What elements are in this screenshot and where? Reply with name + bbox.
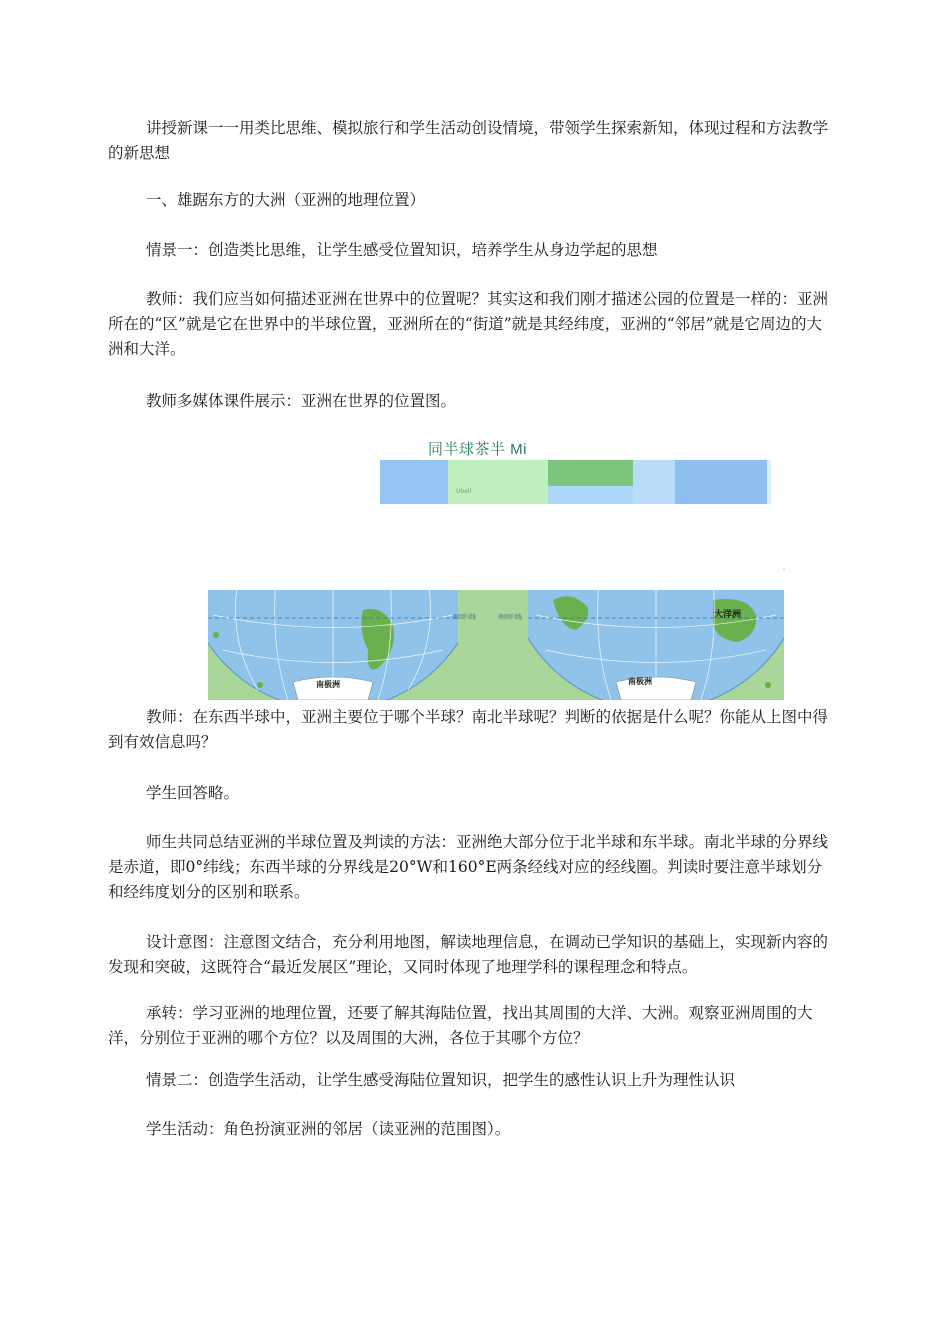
hemispheres-map-figure (208, 590, 784, 700)
paragraph-intro: 讲授新课一一用类比思维、模拟旅行和学生活动创设情境，带领学生探索新知，体现过程和方法教学的新思想 (108, 119, 829, 162)
scenario-one: 情景一：创造类比思维，让学生感受位置知识，培养学生从身边学起的思想 (146, 241, 658, 259)
section-heading: 一、雄踞东方的大洲（亚洲的地理位置） (146, 191, 426, 209)
teacher-question-position: 教师：我们应当如何描述亚洲在世界中的位置呢？其实这和我们刚才描述公园的位置是一样的：亚洲所在的“区”就是它在世界中的半球位置，亚洲所在的“街道”就是其经纬度，亚洲的“邻居”就是它周边的大洲和大洋。 (108, 290, 829, 358)
student-activity: 学生活动：角色扮演亚洲的邻居（读亚洲的范围图）。 (146, 1120, 511, 1138)
antarctica-label-left: 南极洲 (316, 680, 340, 689)
antarctica-label-right: 南极洲 (628, 677, 652, 686)
scenario-two: 情景二：创造学生活动，让学生感受海陆位置知识，把学生的感性认识上升为理性认识 (146, 1071, 736, 1089)
student-answer: 学生回答略。 (146, 784, 240, 802)
tropic-label-left: 南回归线 (452, 614, 477, 621)
summary-paragraph: 师生共同总结亚洲的半球位置及判读的方法：亚洲绝大部分位于北半球和东半球。南北半球的分界线是赤道，即0°纬线；东西半球的分界线是20°W和160°E两条经线对应的经线圈。判读时要注意半球划分和经纬度划分的区别和联系。 (108, 833, 829, 901)
corner-mark: ◦ (782, 566, 787, 574)
strip-small-label: Ubell (456, 488, 472, 495)
tropic-label-mid: 南回归线 (498, 614, 523, 621)
hemisphere-strip-figure (380, 460, 771, 504)
figure-top-label: 同半球茶半 Mi (428, 441, 527, 458)
oceania-label: 大洋洲 (714, 610, 742, 620)
transition-paragraph: 承转：学习亚洲的地理位置，还要了解其海陆位置，找出其周围的大洋、大洲。观察亚洲周围的大洋，分别位于亚洲的哪个方位？以及周围的大洲，各位于其哪个方位？ (108, 1004, 813, 1047)
design-intent: 设计意图：注意图文结合，充分利用地图，解读地理信息，在调动已学知识的基础上，实现新内容的发现和突破，这既符合“最近发展区”理论，又同时体现了地理学科的课程理念和特点。 (108, 933, 829, 976)
teacher-multimedia: 教师多媒体课件展示：亚洲在世界的位置图。 (146, 392, 457, 410)
teacher-question-hemisphere: 教师：在东西半球中，亚洲主要位于哪个半球？南北半球呢？判断的依据是什么呢？你能从上图中得到有效信息吗？ (108, 708, 829, 751)
